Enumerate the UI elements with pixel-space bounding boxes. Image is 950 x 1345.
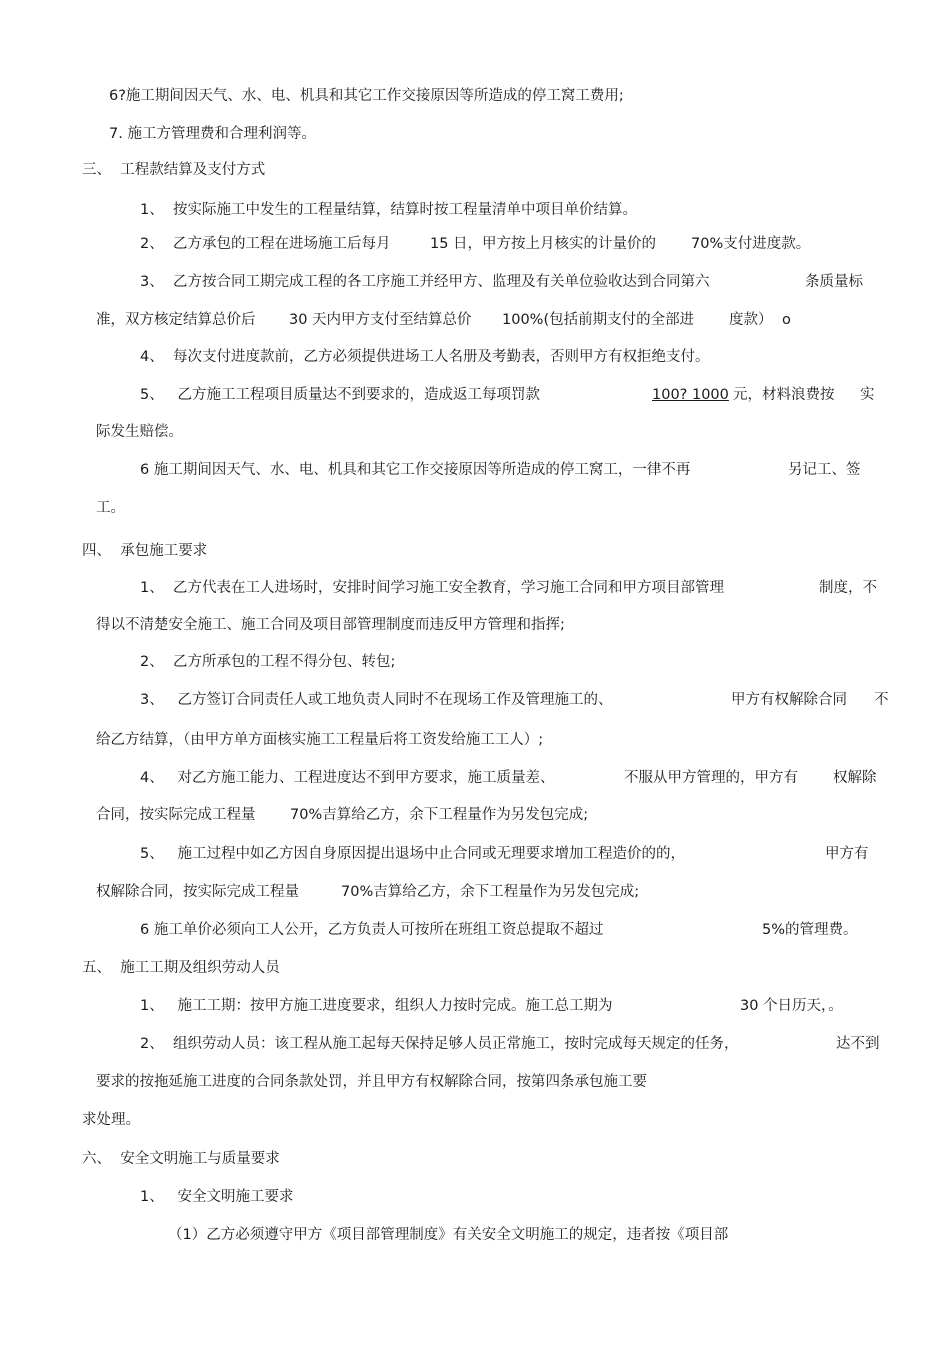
text-line: 制度，不 bbox=[819, 580, 877, 596]
text-line: 权解除合同，按实际完成工程量 bbox=[96, 884, 299, 900]
text-line: 1、 乙方代表在工人进场时，安排时间学习施工安全教育，学习施工合同和甲方项目部管理 bbox=[140, 580, 724, 596]
section-heading: 三、 工程款结算及支付方式 bbox=[82, 162, 266, 178]
text-line: 1、 安全文明施工要求 bbox=[140, 1189, 294, 1205]
text-line: 70%支付进度款。 bbox=[691, 236, 811, 252]
text-line: 得以不清楚安全施工、施工合同及项目部管理制度而违反甲方管理和指挥; bbox=[96, 617, 565, 633]
text-line: （1）乙方必须遵守甲方《项目部管理制度》有关安全文明施工的规定，违者按《项目部 bbox=[168, 1227, 729, 1243]
text-line: 2、 乙方承包的工程在进场施工后每月 bbox=[140, 236, 391, 252]
text-line: 3、 乙方按合同工期完成工程的各工序施工并经甲方、监理及有关单位验收达到合同第六 bbox=[140, 274, 710, 290]
text-line: 2、 乙方所承包的工程不得分包、转包; bbox=[140, 654, 396, 670]
text-line: 70%吉算给乙方，余下工程量作为另发包完成; bbox=[290, 807, 589, 823]
text-line: 6?施工期间因天气、水、电、机具和其它工作交接原因等所造成的停工窝工费用; bbox=[109, 88, 624, 104]
text-line: 6 施工期间因天气、水、电、机具和其它工作交接原因等所造成的停工窝工，一律不再 bbox=[140, 462, 691, 478]
text-line: 1、 施工工期：按甲方施工进度要求，组织人力按时完成。施工总工期为 bbox=[140, 998, 613, 1014]
section-heading: 五、 施工工期及组织劳动人员 bbox=[82, 960, 280, 976]
text-line: 4、 每次支付进度款前，乙方必须提供进场工人名册及考勤表，否则甲方有权拒绝支付。 bbox=[140, 349, 710, 365]
text-line: 30 个日历天，。 bbox=[740, 998, 843, 1014]
text-line: 3、 乙方签订合同责任人或工地负责人同时不在现场工作及管理施工的、 bbox=[140, 692, 613, 708]
text-line: 70%吉算给乙方，余下工程量作为另发包完成; bbox=[341, 884, 640, 900]
text-line: 甲方有 bbox=[825, 846, 869, 862]
text-line: o bbox=[782, 312, 791, 328]
text-line: 不 bbox=[874, 692, 889, 708]
text-line: 1、 按实际施工中发生的工程量结算，结算时按工程量清单中项目单价结算。 bbox=[140, 202, 637, 218]
text-line: 权解除 bbox=[833, 770, 877, 786]
section-heading: 四、 承包施工要求 bbox=[82, 543, 208, 559]
section-heading: 六、 安全文明施工与质量要求 bbox=[82, 1151, 280, 1167]
text-line: 30 天内甲方支付至结算总价 bbox=[289, 312, 472, 328]
text-line: 5、 乙方施工工程项目质量达不到要求的，造成返工每项罚款 bbox=[140, 387, 541, 403]
text-line: 100? 1000 bbox=[652, 387, 729, 403]
text-line: 工。 bbox=[96, 500, 125, 516]
text-line: 甲方有权解除合同 bbox=[731, 692, 847, 708]
text-line: 另记工、签 bbox=[788, 462, 861, 478]
text-line: 5、 施工过程中如乙方因自身原因提出退场中止合同或无理要求增加工程造价的的， bbox=[140, 846, 686, 862]
text-line: 求处理。 bbox=[82, 1112, 140, 1128]
text-line: 准，双方核定结算总价后 bbox=[96, 312, 256, 328]
text-line: 100%(包括前期支付的全部进 bbox=[502, 312, 695, 328]
text-line: 5%的管理费。 bbox=[762, 922, 858, 938]
text-line: 条质量标 bbox=[805, 274, 863, 290]
text-line: 2、 组织劳动人员：该工程从施工起每天保持足够人员正常施工，按时完成每天规定的任务， bbox=[140, 1036, 739, 1052]
text-line: 达不到 bbox=[836, 1036, 880, 1052]
text-line: 合同，按实际完成工程量 bbox=[96, 807, 256, 823]
text-line: 不服从甲方管理的，甲方有 bbox=[624, 770, 798, 786]
text-line: 要求的按拖延施工进度的合同条款处罚，并且甲方有权解除合同，按第四条承包施工要 bbox=[96, 1074, 647, 1090]
text-line: 元，材料浪费按 bbox=[733, 387, 835, 403]
text-line: 15 日，甲方按上月核实的计量价的 bbox=[430, 236, 657, 252]
text-line: 7. 施工方管理费和合理利润等。 bbox=[109, 126, 316, 142]
text-line: 4、 对乙方施工能力、工程进度达不到甲方要求，施工质量差、 bbox=[140, 770, 555, 786]
text-line: 实 bbox=[860, 387, 875, 403]
text-line: 际发生赔偿。 bbox=[96, 424, 183, 440]
text-line: 给乙方结算，（由甲方单方面核实施工工程量后将工资发给施工工人）; bbox=[96, 732, 544, 748]
text-line: 6 施工单价必须向工人公开，乙方负责人可按所在班组工资总提取不超过 bbox=[140, 922, 604, 938]
text-line: 度款） bbox=[729, 312, 773, 328]
